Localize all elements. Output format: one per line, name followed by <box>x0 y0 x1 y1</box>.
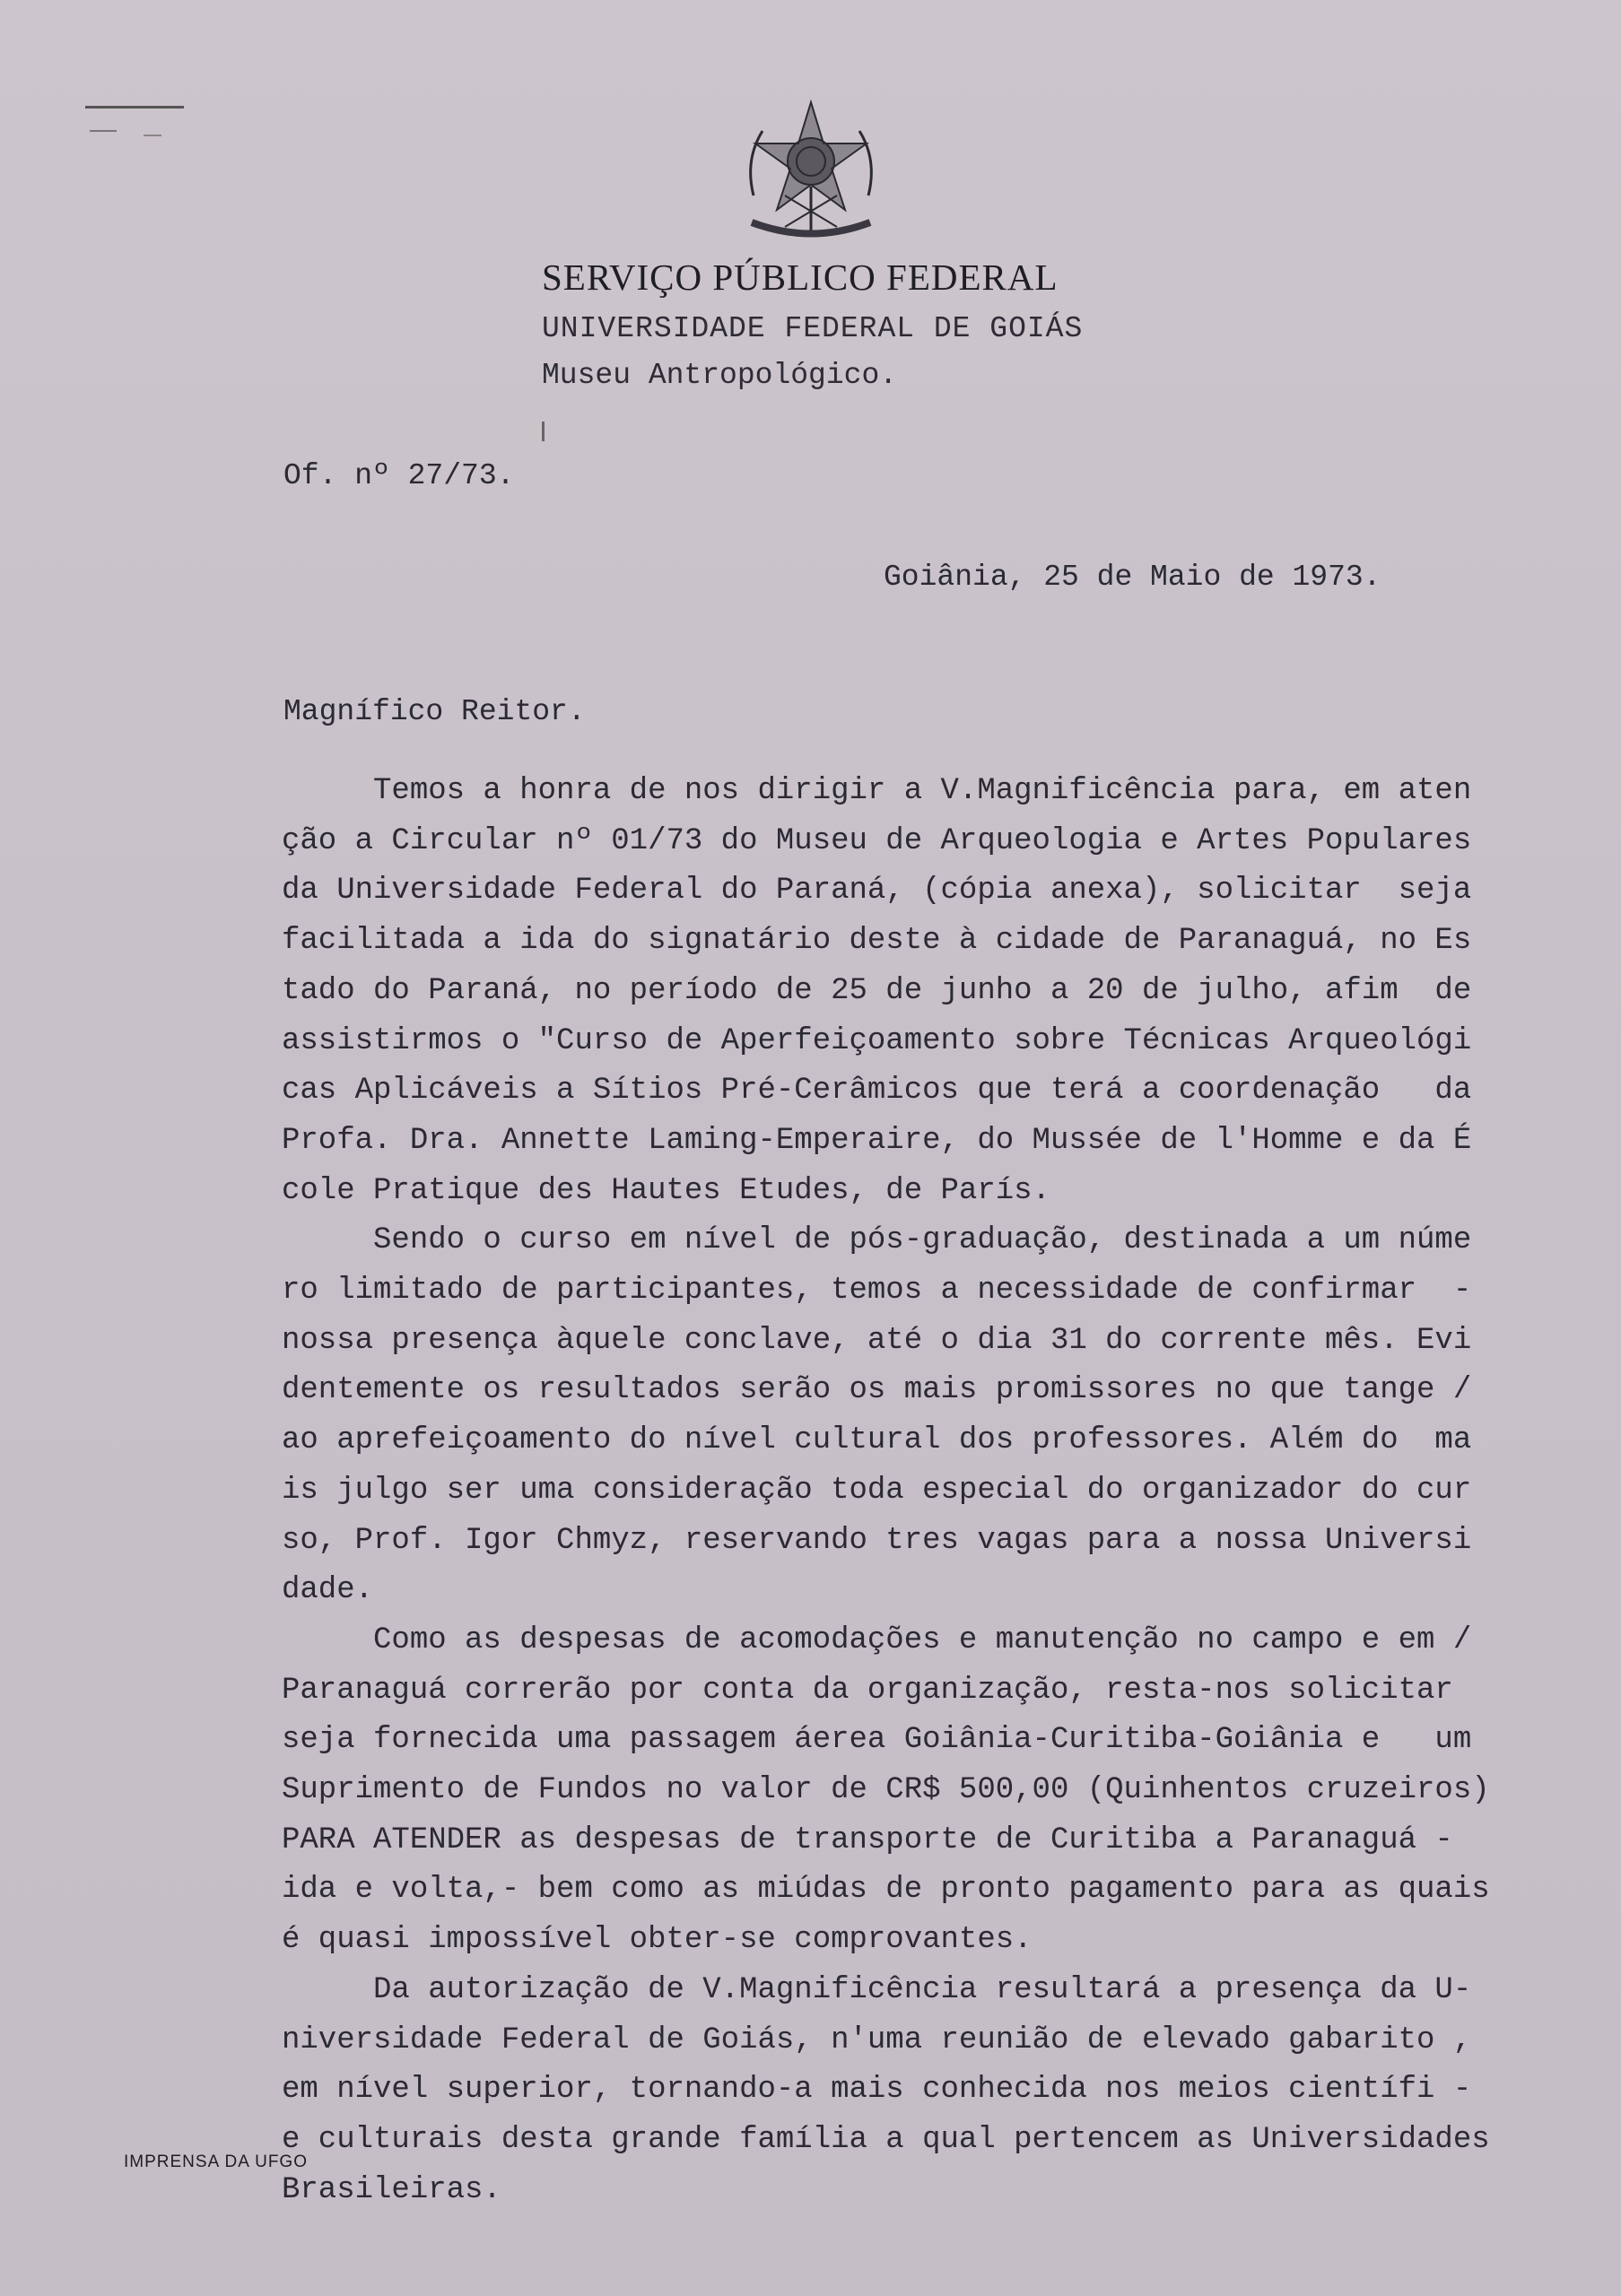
letter-date: Goiânia, 25 de Maio de 1973. <box>884 561 1381 594</box>
body-line: so, Prof. Igor Chmyz, reservando tres vagas para a nossa Universi <box>282 1523 1472 1558</box>
body-line: Da autorização de V.Magnificência resultará a presença da U- <box>282 1972 1472 2007</box>
department-heading: Museu Antropológico. <box>542 359 898 392</box>
body-line: Suprimento de Fundos no valor de CR$ 500,00 (Quinhentos cruzeiros) <box>282 1773 1490 1808</box>
office-number: Of. nº 27/73. <box>283 459 515 492</box>
pencil-mark <box>85 106 184 109</box>
pencil-mark <box>144 135 161 136</box>
body-line: Brasileiras. <box>282 2172 501 2207</box>
body-line: dade. <box>282 1573 374 1608</box>
body-line: Sendo o curso em nível de pós-graduação, destinada a um núme <box>282 1223 1472 1258</box>
body-line: é quasi impossível obter-se comprovantes. <box>282 1923 1033 1958</box>
imprint-footer: IMPRENSA DA UFGO <box>124 2152 308 2171</box>
service-heading: SERVIÇO PÚBLICO FEDERAL <box>542 257 1059 298</box>
body-line: tado do Paraná, no período de 25 de junho a 20 de julho, afim de <box>282 973 1472 1008</box>
body-line: niversidade Federal de Goiás, n'uma reunião de elevado gabarito , <box>282 2022 1472 2057</box>
body-line: ro limitado de participantes, temos a necessidade de confirmar - <box>282 1274 1472 1309</box>
body-line: nossa presença àquele conclave, até o dia 31 do corrente mês. Evi <box>282 1323 1472 1358</box>
body-line: is julgo ser uma consideração toda especial do organizador do cur <box>282 1473 1472 1508</box>
salutation: Magnífico Reitor. <box>283 695 586 728</box>
body-line: PARA ATENDER as despesas de transporte de Curitiba a Paranaguá - <box>282 1822 1453 1857</box>
body-line: seja fornecida uma passagem áerea Goiânia-Curitiba-Goiânia e um <box>282 1723 1472 1758</box>
body-line: Temos a honra de nos dirigir a V.Magnificência para, em aten <box>282 774 1472 808</box>
body-line: Paranaguá correrão por conta da organização, resta-nos solicitar <box>282 1673 1453 1708</box>
body-line: Profa. Dra. Annette Laming-Emperaire, do Mussée de l'Homme e da É <box>282 1123 1472 1158</box>
body-line: cole Pratique des Hautes Etudes, de París. <box>282 1173 1050 1208</box>
body-line: dentemente os resultados serão os mais promissores no que tange / <box>282 1373 1472 1408</box>
body-line: facilitada a ida do signatário deste à cidade de Paranaguá, no Es <box>282 924 1472 959</box>
coat-of-arms-icon <box>736 97 886 249</box>
body-line: assistirmos o "Curso de Aperfeiçoamento sobre Técnicas Arqueológi <box>282 1023 1472 1058</box>
body-line: ao aprefeiçoamento do nível cultural dos professores. Além do ma <box>282 1423 1472 1458</box>
body-line: da Universidade Federal do Paraná, (cópia anexa), solicitar seja <box>282 874 1472 909</box>
body-line: cas Aplicáveis a Sítios Pré-Cerâmicos que terá a coordenação da <box>282 1074 1472 1109</box>
body-line: Como as despesas de acomodações e manutenção no campo e em / <box>282 1622 1472 1657</box>
university-heading: UNIVERSIDADE FEDERAL DE GOIÁS <box>542 312 1084 345</box>
body-line: ção a Circular nº 01/73 do Museu de Arqueologia e Artes Populares <box>282 823 1472 858</box>
body-line: e culturais desta grande família a qual pertencem as Universidades <box>282 2122 1490 2157</box>
body-line: em nível superior, tornando-a mais conhecida nos meios científi - <box>282 2073 1472 2108</box>
letter-body <box>282 767 1582 2215</box>
pencil-mark <box>90 130 117 132</box>
body-line: ida e volta,- bem como as miúdas de pronto pagamento para as quais <box>282 1873 1490 1908</box>
pencil-mark <box>542 422 545 441</box>
